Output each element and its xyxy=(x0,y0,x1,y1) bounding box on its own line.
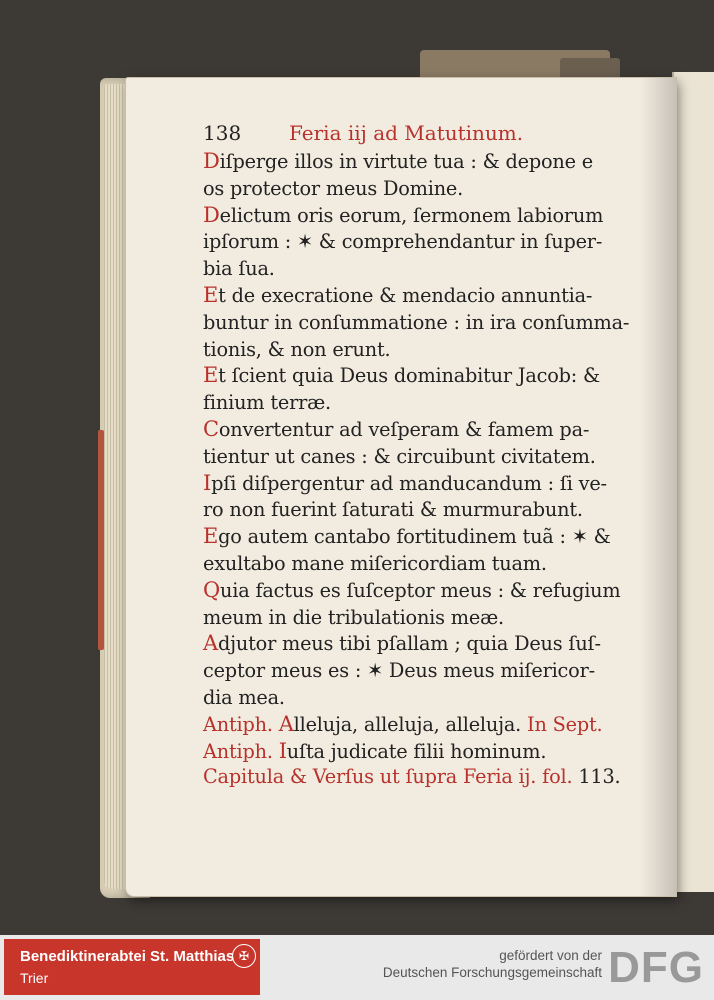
page-number: 138 xyxy=(203,121,242,145)
line-text: meum in die tribulationis meæ. xyxy=(203,605,504,629)
initial: D xyxy=(203,202,220,227)
page-header xyxy=(203,118,653,148)
line-text: buntur in conſummatione : in ira conſumma- xyxy=(203,310,630,334)
initial: Q xyxy=(203,577,221,602)
line-text: ro non fuerint ſaturati & murmurabunt. xyxy=(203,498,583,522)
line-text: djutor meus tibi pſallam ; quia Deus ſuſ- xyxy=(217,632,601,656)
initial: E xyxy=(203,363,219,388)
page-title: Feria iij ad Matutinum. xyxy=(289,121,524,145)
institution-badge[interactable] xyxy=(4,939,260,995)
folio-number: 113. xyxy=(578,765,621,789)
text-line xyxy=(203,470,653,497)
text-line xyxy=(203,550,653,577)
text-line xyxy=(203,630,653,657)
red-page-edge xyxy=(98,430,104,650)
initial: I xyxy=(203,470,212,495)
line-text: tientur ut canes : & circuibunt civitatem. xyxy=(203,444,596,468)
text-line xyxy=(203,443,653,470)
chapter-line xyxy=(203,764,653,791)
line-text: iſperge illos in virtute tua : & depone e xyxy=(219,150,593,173)
initial: E xyxy=(203,282,219,307)
antiphon-note: In Sept. xyxy=(527,712,603,736)
funding-line-1: gefördert von der xyxy=(499,948,602,963)
funding-line-2: Deutschen Forschungsgemeinschaft xyxy=(382,965,602,980)
antiphon-label: Antiph. xyxy=(203,712,273,736)
antiphon-text: uſta judicate filii hominum. xyxy=(286,739,547,763)
text-line xyxy=(203,416,653,443)
chapter-text: Capitula & Verſus ut ſupra Feria ij. fol. xyxy=(203,765,573,789)
antiphon-line xyxy=(203,738,653,765)
initial: D xyxy=(203,149,220,173)
text-line xyxy=(203,228,653,255)
initial: E xyxy=(203,524,219,549)
text-line xyxy=(203,202,653,229)
institution-city: Trier xyxy=(20,970,49,986)
line-text: ipſorum : ✶ & comprehendantur in ſuper- xyxy=(203,230,603,254)
line-text: uia factus es ſuſceptor meus : & refugium xyxy=(220,578,621,602)
initial: I xyxy=(278,738,287,763)
text-line xyxy=(203,496,653,523)
dfg-logo[interactable]: DFG xyxy=(608,943,704,992)
line-text: onvertentur ad veſperam & famem pa- xyxy=(218,417,590,441)
antiphon-text: lleluja, alleluja, alleluja. xyxy=(293,712,522,736)
text-line xyxy=(203,389,653,416)
line-text: dia mea. xyxy=(203,685,285,709)
line-text: elictum oris eorum, ſermonem labiorum xyxy=(219,203,604,227)
line-text: t de execratione & mendacio annuntia- xyxy=(218,283,593,307)
funding-note xyxy=(383,947,602,981)
text-line xyxy=(203,362,653,389)
line-text: pſi diſpergentur ad manducandum : ſi ve- xyxy=(211,471,607,495)
line-text: os protector meus Domine. xyxy=(203,176,464,200)
facing-page xyxy=(672,72,714,892)
text-line xyxy=(203,282,653,309)
antiphon-line xyxy=(203,711,653,738)
text-line xyxy=(203,255,653,282)
text-line xyxy=(203,336,653,363)
page-edge-stripes xyxy=(104,84,126,889)
page-text xyxy=(203,118,653,791)
antiphon-label: Antiph. xyxy=(203,739,273,763)
line-text: go autem cantabo fortitudinem tuã : ✶ & xyxy=(218,525,611,549)
text-line xyxy=(203,684,653,711)
line-text: bia ſua. xyxy=(203,257,275,281)
initial: A xyxy=(203,631,218,656)
line-text: t ſcient quia Deus dominabitur Jacob: & xyxy=(218,364,600,388)
text-line xyxy=(203,175,653,202)
line-text: ceptor meus es : ✶ Deus meus miſericor- xyxy=(203,659,595,683)
text-line xyxy=(203,523,653,550)
text-line xyxy=(203,577,653,604)
abbey-seal-icon: ✠ xyxy=(232,944,256,968)
text-line xyxy=(203,657,653,684)
initial: A xyxy=(278,711,294,736)
initial: C xyxy=(203,416,219,441)
text-line xyxy=(203,604,653,631)
institution-name: Benediktinerabtei St. Matthias xyxy=(20,948,235,965)
line-text: finium terræ. xyxy=(203,391,331,415)
line-text: exultabo mane miſericordiam tuam. xyxy=(203,551,547,575)
line-text: tionis, & non erunt. xyxy=(203,337,391,361)
text-line xyxy=(203,309,653,336)
text-line xyxy=(203,148,653,175)
